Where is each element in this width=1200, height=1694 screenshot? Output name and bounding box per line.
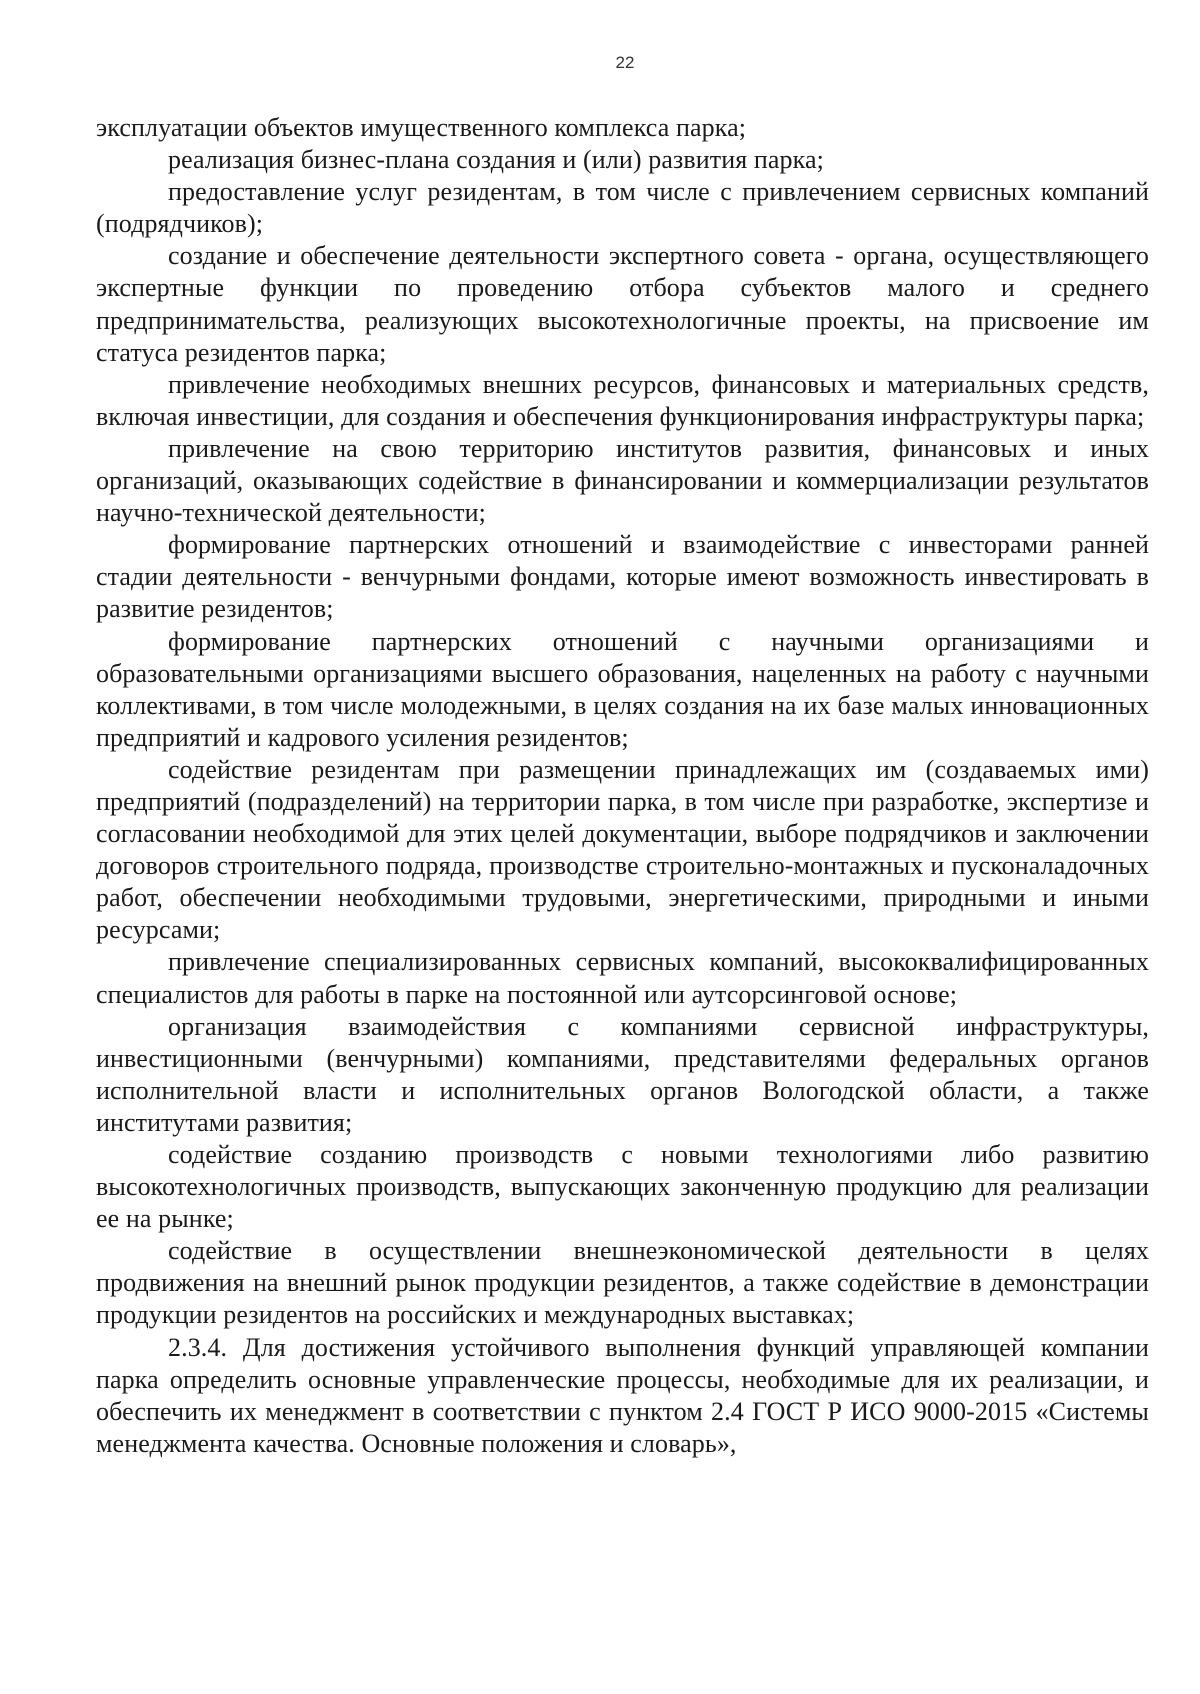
- paragraph-item: организация взаимодействия с компаниями сервисной инфраструктуры, инвестиционными (венчурными) компаниями, представителями федеральных органов исполнительной власти и исполнительных органов Вологодской области, а также институтами развития;: [96, 1011, 1149, 1137]
- paragraph-item: привлечение необходимых внешних ресурсов, финансовых и материальных средств, включая инвестиции, для создания и обеспечения функционирования инфраструктуры парка;: [96, 369, 1149, 431]
- paragraph-item: содействие созданию производств с новыми технологиями либо развитию высокотехнологичных производств, выпускающих законченную продукцию для реализации ее на рынке;: [96, 1140, 1149, 1234]
- paragraph-item: привлечение на свою территорию институтов развития, финансовых и иных организаций, оказывающих содействие в финансировании и коммерциализации результатов научно-технической деятельности;: [96, 433, 1149, 528]
- paragraph-item: предоставление услуг резидентам, в том числе с привлечением сервисных компаний (подрядчиков);: [96, 177, 1149, 239]
- paragraph-section-2-3-4: 2.3.4. Для достижения устойчивого выполнения функций управляющей компании парка определить основные управленческие процессы, необходимые для их реализации, и обеспечить их менеджмент в соответствии с пунктом 2.4 ГОСТ Р ИСО 9000-2015 «Системы менеджмента качества. Основные положения и словарь»,: [96, 1332, 1149, 1458]
- paragraph-continuation: эксплуатации объектов имущественного комплекса парка;: [96, 113, 747, 142]
- document-body: [96, 112, 1149, 1460]
- paragraph-item: формирование партнерских отношений и взаимодействие с инвесторами ранней стадии деятельности - венчурными фондами, которые имеют возможность инвестировать в развитие резидентов;: [96, 530, 1149, 624]
- paragraph-item: привлечение специализированных сервисных компаний, высококвалифицированных специалистов для работы в парке на постоянной или аутсорсинговой основе;: [96, 947, 1149, 1009]
- paragraph-item: содействие резидентам при размещении принадлежащих им (создаваемых ими) предприятий (подразделений) на территории парка, в том числе при разработке, экспертизе и согласовании необходимой для этих целей документации, выборе подрядчиков и заключении договоров строительного подряда, производстве строительно-монтажных и пусконаладочных работ, обеспечении необходимыми трудовыми, энергетическими, природными и иными ресурсами;: [96, 754, 1149, 945]
- paragraph-item: реализация бизнес-плана создания и (или) развития парка;: [168, 145, 824, 175]
- page-number: 22: [615, 53, 635, 72]
- paragraph-item: содействие в осуществлении внешнеэкономической деятельности в целях продвижения на внешний рынок продукции резидентов, а также содействие в демонстрации продукции резидентов на российских и международных выставках;: [96, 1236, 1149, 1330]
- paragraph-item: формирование партнерских отношений с научными организациями и образовательными организациями высшего образования, нацеленных на работу с научными коллективами, в том числе молодежными, в целях создания на их базе малых инновационных предприятий и кадрового усиления резидентов;: [96, 626, 1149, 752]
- paragraph-item: создание и обеспечение деятельности экспертного совета - органа, осуществляющего экспертные функции по проведению отбора субъектов малого и среднего предпринимательства, реализующих высокотехнологичные проекты, на присвоение им статуса резидентов парка;: [96, 241, 1149, 367]
